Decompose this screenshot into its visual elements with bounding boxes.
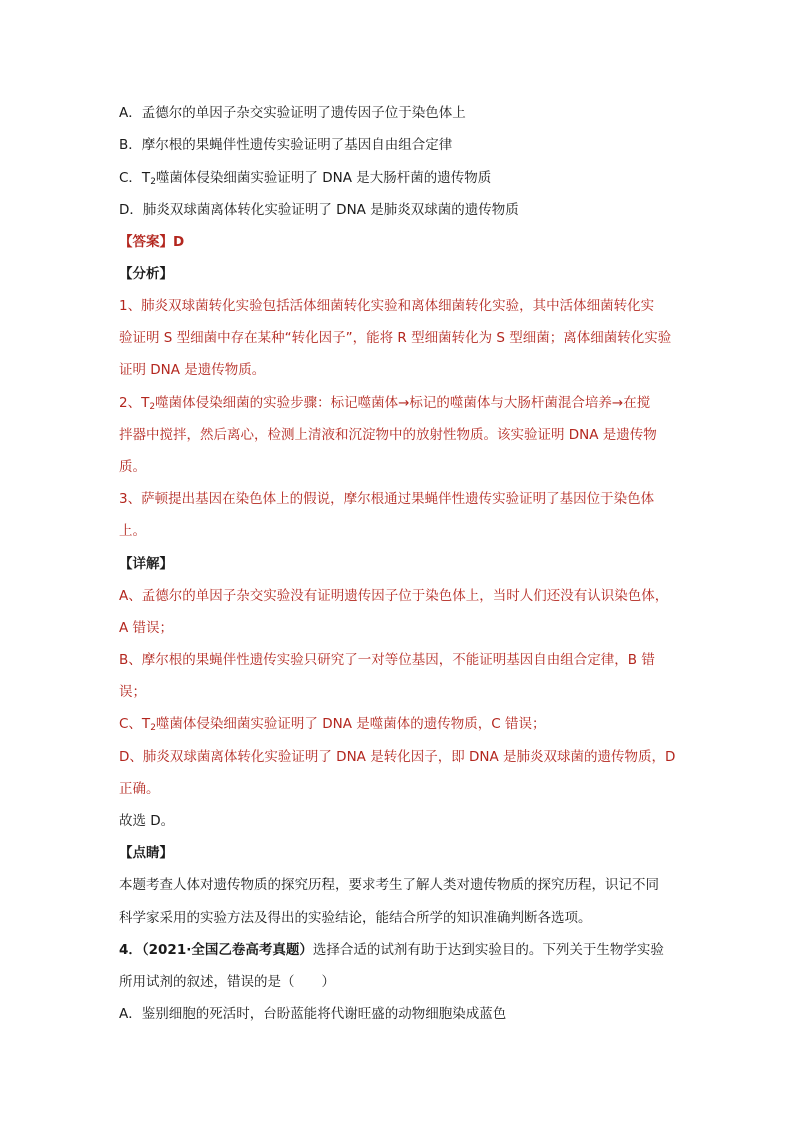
detail-c: C、$T_2$噬菌体侵染细菌实验证明了 DNA 是噬菌体的遗传物质，C 错误； <box>119 716 546 733</box>
question4-source: 4．（2021·全国乙卷高考真题） <box>119 942 313 958</box>
analysis-p2-line1: 2、$T_2$噬菌体侵染细菌的实验步骤：标记噬菌体→标记的噬菌体与大肠杆菌混合培养→在搅 <box>119 395 651 412</box>
option-a: A．孟德尔的单因子杂交实验证明了遗传因子位于染色体上 <box>119 105 466 121</box>
comment-line1: 本题考查人体对遗传物质的探究历程，要求考生了解人类对遗传物质的探究历程，识记不同 <box>119 877 659 893</box>
analysis-p1-line3: 证明 DNA 是遗传物质。 <box>119 362 266 378</box>
option-d: D．肺炎双球菌离体转化实验证明了 DNA 是肺炎双球菌的遗传物质 <box>119 202 519 218</box>
detail-a-line2: A 错误； <box>119 620 174 636</box>
detail-d-line2: 正确。 <box>119 781 160 797</box>
detail-d-line1: D、肺炎双球菌离体转化实验证明了 DNA 是转化因子，即 DNA 是肺炎双球菌的遗传物质，D <box>119 749 676 765</box>
analysis-p2-line2: 拌器中搅拌，然后离心，检测上清液和沉淀物中的放射性物质。该实验证明 DNA 是遗传物 <box>119 427 657 443</box>
analysis-p1-line1: 1、肺炎双球菌转化实验包括活体细菌转化实验和离体细菌转化实验，其中活体细菌转化实 <box>119 298 655 314</box>
option-c: C．$T_2$噬菌体侵染细菌实验证明了 DNA 是大肠杆菌的遗传物质 <box>119 170 492 187</box>
question4-option-a: A．鉴别细胞的死活时，台盼蓝能将代谢旺盛的动物细胞染成蓝色 <box>119 1006 507 1022</box>
option-b: B．摩尔根的果蝇伴性遗传实验证明了基因自由组合定律 <box>119 137 453 153</box>
question4-stem-line1: 4．（2021·全国乙卷高考真题）选择合适的试剂有助于达到实验目的。下列关于生物学实验 <box>119 942 664 958</box>
comment-heading: 【点睛】 <box>119 845 173 861</box>
detail-heading: 【详解】 <box>119 556 173 572</box>
detail-conclusion: 故选 D。 <box>119 813 175 829</box>
detail-b-line1: B、摩尔根的果蝇伴性遗传实验只研究了一对等位基因，不能证明基因自由组合定律，B 错 <box>119 652 655 668</box>
analysis-p3-line2: 上。 <box>119 523 146 539</box>
answer: 【答案】D <box>119 234 185 250</box>
detail-b-line2: 误； <box>119 684 146 700</box>
comment-line2: 科学家采用的实验方法及得出的实验结论，能结合所学的知识准确判断各选项。 <box>119 910 592 926</box>
detail-a-line1: A、孟德尔的单因子杂交实验没有证明遗传因子位于染色体上，当时人们还没有认识染色体， <box>119 588 669 604</box>
analysis-p3-line1: 3、萨顿提出基因在染色体上的假说，摩尔根通过果蝇伴性遗传实验证明了基因位于染色体 <box>119 491 655 507</box>
question4-stem-line2: 所用试剂的叙述，错误的是（ ） <box>119 974 335 990</box>
analysis-p2-line3: 质。 <box>119 459 146 475</box>
analysis-heading: 【分析】 <box>119 266 173 282</box>
analysis-p1-line2: 验证明 S 型细菌中存在某种“转化因子”，能将 R 型细菌转化为 S 型细菌；离体细菌转化实验 <box>119 330 672 346</box>
